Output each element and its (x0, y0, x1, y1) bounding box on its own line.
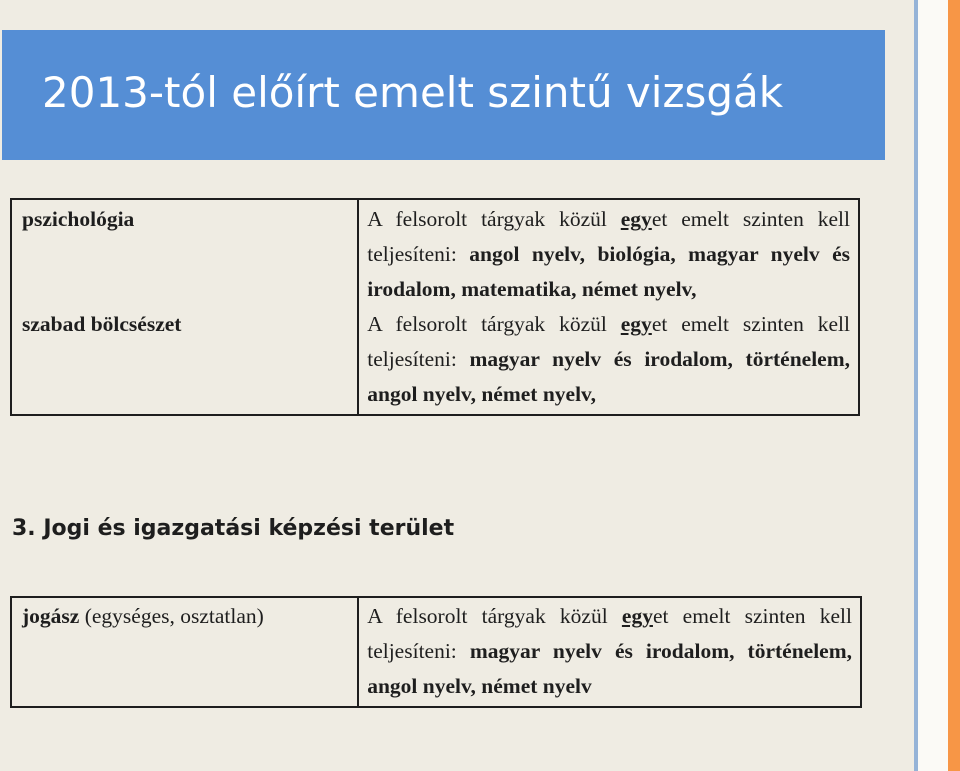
subject-bold: jogász (22, 604, 80, 628)
requirement-cell (358, 597, 861, 707)
table-row (11, 199, 859, 307)
req-prefix: A felsorolt tárgyak közül (367, 207, 621, 231)
subject-cell: pszichológia (11, 199, 358, 307)
req-mid: et emelt szinten kell teljesíteni: (367, 207, 850, 266)
subject-cell: szabad bölcsészet (11, 307, 358, 415)
req-emphasis: egy (621, 604, 653, 628)
page-title: 2013-tól előírt emelt szintű vizsgák (42, 68, 784, 117)
req-subjects: magyar nyelv és irodalom, történelem, angol nyelv, német nyelv (367, 639, 852, 698)
req-mid: et emelt szinten kell teljesíteni: (367, 604, 852, 663)
table-row (11, 597, 861, 707)
decorative-stripe-orange (948, 0, 960, 771)
req-emphasis: egy (620, 312, 652, 336)
requirement-cell (358, 199, 859, 307)
req-mid: et emelt szinten kell teljesíteni: (367, 312, 850, 371)
table-row (11, 307, 859, 415)
requirements-table-1 (10, 198, 860, 416)
section-number: 3. (12, 516, 36, 541)
req-subjects: angol nyelv, biológia, magyar nyelv és irodalom, matematika, német nyelv, (367, 242, 850, 301)
req-subjects: magyar nyelv és irodalom, történelem, angol nyelv, német nyelv, (367, 347, 850, 406)
req-prefix: A felsorolt tárgyak közül (367, 312, 621, 336)
subject-rest: (egységes, osztatlan) (79, 604, 264, 628)
requirement-cell (358, 307, 859, 415)
subject-cell (11, 597, 358, 707)
section-heading (12, 516, 454, 541)
requirements-table-2 (10, 596, 862, 708)
section-title: Jogi és igazgatási képzési terület (43, 516, 455, 541)
req-prefix: A felsorolt tárgyak közül (367, 604, 622, 628)
decorative-stripe-light (918, 0, 948, 771)
req-emphasis: egy (620, 207, 652, 231)
